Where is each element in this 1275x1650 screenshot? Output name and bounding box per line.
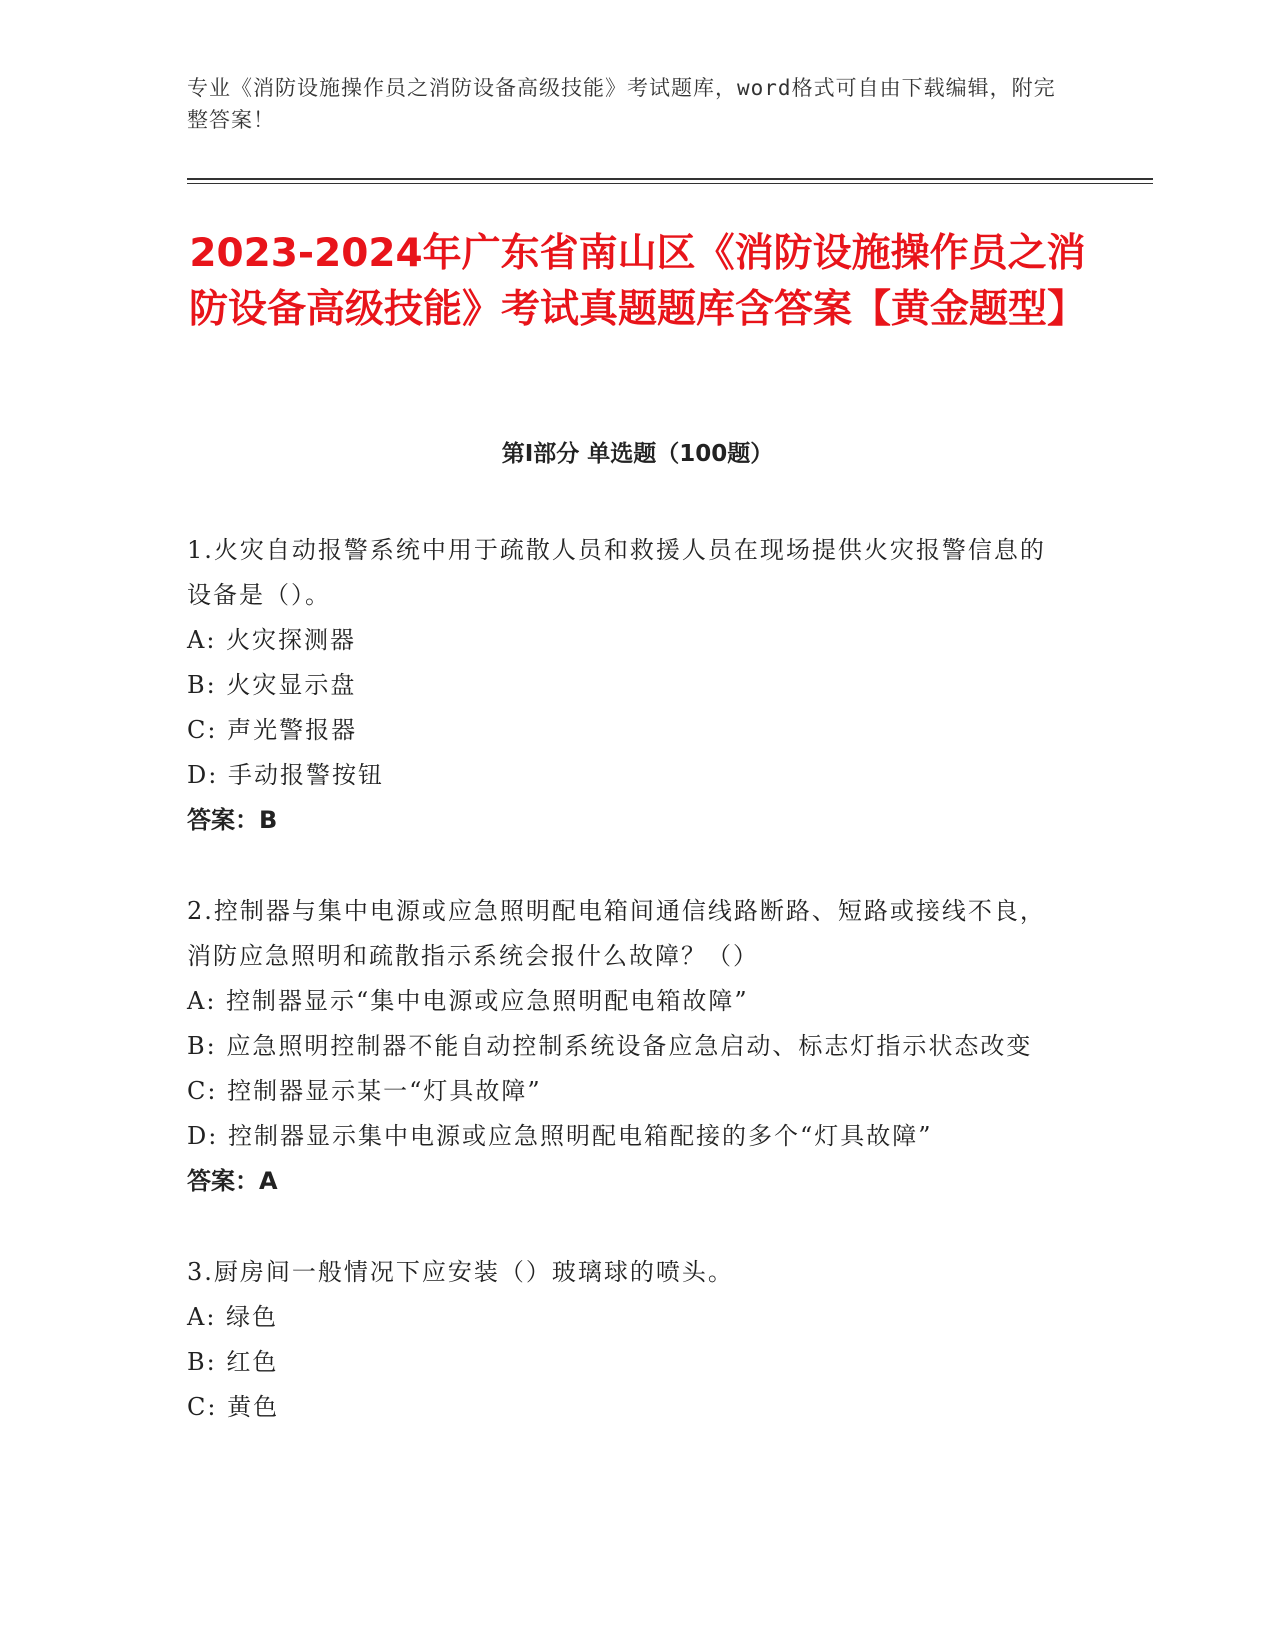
question-1 <box>187 528 1067 843</box>
question-stem: 3.厨房间一般情况下应安装（）玻璃球的喷头。 <box>187 1258 734 1286</box>
option-c: C: 黄色 <box>187 1393 280 1421</box>
option-d: D: 控制器显示集中电源或应急照明配电箱配接的多个“灯具故障” <box>187 1122 933 1150</box>
header-divider-thin <box>187 183 1153 184</box>
answer: 答案：A <box>187 1167 278 1195</box>
question-stem: 1.火灾自动报警系统中用于疏散人员和救援人员在现场提供火灾报警信息的设备是（）。 <box>187 536 1046 609</box>
option-d: D: 手动报警按钮 <box>187 761 384 789</box>
header-divider <box>187 178 1153 180</box>
answer: 答案：B <box>187 806 278 834</box>
question-list <box>187 528 1067 1476</box>
option-c: C: 控制器显示某一“灯具故障” <box>187 1077 542 1105</box>
question-2 <box>187 889 1067 1204</box>
option-b: B: 火灾显示盘 <box>187 671 357 699</box>
document-title: 2023-2024年广东省南山区《消防设施操作员之消防设备高级技能》考试真题题库含答案【黄金题型】 <box>188 231 1086 332</box>
option-b: B: 应急照明控制器不能自动控制系统设备应急启动、标志灯指示状态改变 <box>187 1032 1033 1060</box>
option-a: A: 绿色 <box>187 1303 279 1331</box>
option-a: A: 火灾探测器 <box>187 626 357 654</box>
section-title: 第I部分 单选题（100题） <box>501 441 774 467</box>
question-3 <box>187 1250 1067 1430</box>
option-a: A: 控制器显示“集中电源或应急照明配电箱故障” <box>187 987 749 1015</box>
question-stem: 2.控制器与集中电源或应急照明配电箱间通信线路断路、短路或接线不良，消防应急照明和疏散指示系统会报什么故障？（） <box>187 897 1046 970</box>
header-note: 专业《消防设施操作员之消防设备高级技能》考试题库，word格式可自由下载编辑，附完整答案！ <box>187 76 1056 132</box>
option-c: C: 声光警报器 <box>187 716 358 744</box>
option-b: B: 红色 <box>187 1348 279 1376</box>
